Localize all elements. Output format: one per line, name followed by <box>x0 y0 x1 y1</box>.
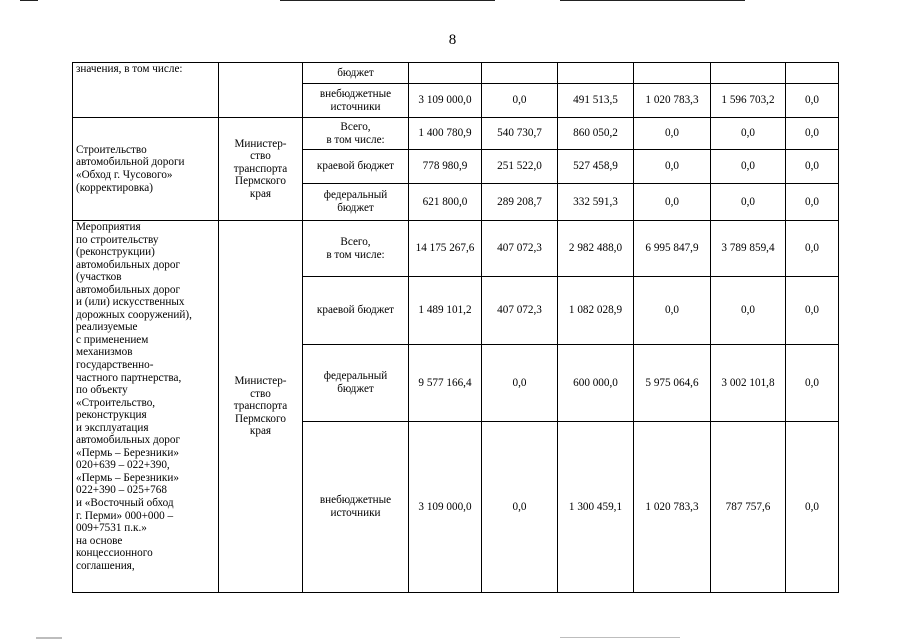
year-value <box>482 63 558 84</box>
total-value: 778 980,9 <box>409 150 482 184</box>
year-value: 1 596 703,2 <box>711 84 786 118</box>
year-value <box>558 63 634 84</box>
year-value: 0,0 <box>482 345 558 422</box>
year-value: 251 522,0 <box>482 150 558 184</box>
year-value: 860 050,2 <box>558 118 634 150</box>
scan-artifact <box>560 637 680 638</box>
total-value: 621 800,0 <box>409 184 482 221</box>
responsible-executor <box>219 63 303 118</box>
total-value <box>409 63 482 84</box>
funding-source: краевой бюджет <box>303 277 409 345</box>
responsible-executor: Министер- ство транспорта Пермского края <box>219 221 303 593</box>
year-value: 1 020 783,3 <box>634 422 711 593</box>
year-value: 0,0 <box>786 422 839 593</box>
scan-artifact <box>36 637 62 639</box>
year-value: 407 072,3 <box>482 277 558 345</box>
year-value: 1 300 459,1 <box>558 422 634 593</box>
year-value: 0,0 <box>634 184 711 221</box>
year-value: 1 020 783,3 <box>634 84 711 118</box>
funding-source: федеральный бюджет <box>303 345 409 422</box>
total-value: 3 109 000,0 <box>409 84 482 118</box>
measure-description: Мероприятия по строительству (реконструкции) автомобильных дорог (участков автомобильных дорог и (или) искусственных дорожных сооружений), реализуемые с применением механизмов государственно- частного партнерства, по объекту «Строительство, реконструкция и эксплуатация автомобильных дорог «Пермь – Березники» 020+639 – 022+390, «Пермь – Березники» 022+390 – 025+768 и «Восточный обход г. Перми» 000+000 – 009+7531 п.к.» на основе концессионного соглашения, <box>73 221 219 593</box>
year-value: 491 513,5 <box>558 84 634 118</box>
year-value: 289 208,7 <box>482 184 558 221</box>
responsible-executor: Министер- ство транспорта Пермского края <box>219 118 303 221</box>
year-value: 0,0 <box>786 345 839 422</box>
budget-table <box>72 62 839 593</box>
year-value: 0,0 <box>482 84 558 118</box>
total-value: 3 109 000,0 <box>409 422 482 593</box>
year-value: 3 002 101,8 <box>711 345 786 422</box>
table-row <box>73 63 839 84</box>
year-value: 0,0 <box>634 277 711 345</box>
year-value: 0,0 <box>786 118 839 150</box>
page-number: 8 <box>448 32 457 48</box>
funding-source: Всего, в том числе: <box>303 118 409 150</box>
funding-source: бюджет <box>303 63 409 84</box>
year-value: 0,0 <box>634 118 711 150</box>
year-value <box>634 63 711 84</box>
top-rule-right <box>560 0 745 1</box>
year-value: 0,0 <box>786 221 839 277</box>
funding-source: краевой бюджет <box>303 150 409 184</box>
funding-source: Всего, в том числе: <box>303 221 409 277</box>
year-value: 0,0 <box>711 277 786 345</box>
funding-source: внебюджетные источники <box>303 422 409 593</box>
year-value: 0,0 <box>711 184 786 221</box>
measure-description: Строительство автомобильной дороги «Обход г. Чусового» (корректировка) <box>73 118 219 221</box>
year-value: 600 000,0 <box>558 345 634 422</box>
table-row <box>73 221 839 277</box>
year-value: 540 730,7 <box>482 118 558 150</box>
measure-description: значения, в том числе: <box>73 63 219 118</box>
year-value: 0,0 <box>786 277 839 345</box>
year-value: 0,0 <box>711 118 786 150</box>
total-value: 1 489 101,2 <box>409 277 482 345</box>
year-value: 5 975 064,6 <box>634 345 711 422</box>
top-rule-left <box>20 0 38 1</box>
year-value: 332 591,3 <box>558 184 634 221</box>
year-value: 0,0 <box>482 422 558 593</box>
year-value: 527 458,9 <box>558 150 634 184</box>
year-value: 407 072,3 <box>482 221 558 277</box>
funding-source: внебюджетные источники <box>303 84 409 118</box>
year-value: 2 982 488,0 <box>558 221 634 277</box>
year-value: 3 789 859,4 <box>711 221 786 277</box>
total-value: 1 400 780,9 <box>409 118 482 150</box>
total-value: 9 577 166,4 <box>409 345 482 422</box>
year-value <box>786 63 839 84</box>
year-value: 0,0 <box>786 84 839 118</box>
funding-source: федеральный бюджет <box>303 184 409 221</box>
year-value: 6 995 847,9 <box>634 221 711 277</box>
year-value <box>711 63 786 84</box>
year-value: 0,0 <box>634 150 711 184</box>
total-value: 14 175 267,6 <box>409 221 482 277</box>
year-value: 1 082 028,9 <box>558 277 634 345</box>
year-value: 0,0 <box>786 184 839 221</box>
table-row <box>73 118 839 150</box>
year-value: 787 757,6 <box>711 422 786 593</box>
year-value: 0,0 <box>711 150 786 184</box>
top-rule-center <box>280 0 495 1</box>
year-value: 0,0 <box>786 150 839 184</box>
